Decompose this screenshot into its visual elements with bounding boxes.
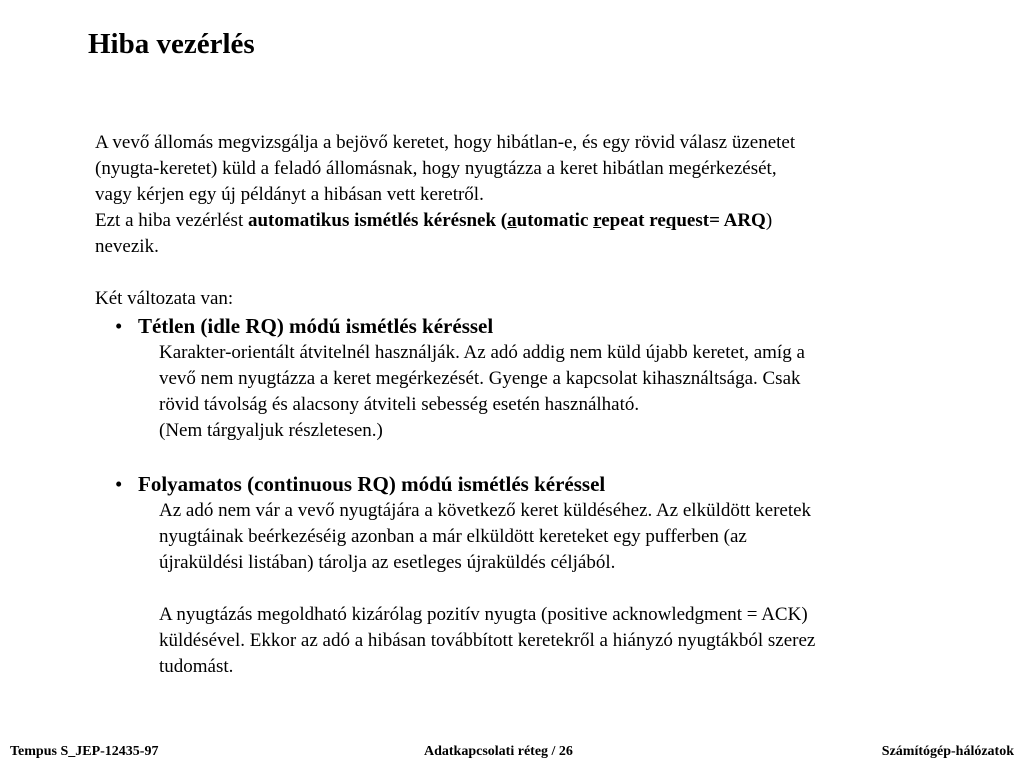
bullet-body-continuous-rq	[95, 498, 959, 680]
arq-suffix: )	[765, 210, 773, 231]
arq-definition	[95, 208, 975, 234]
ack-line: tudomást.	[159, 656, 234, 677]
bullet-dot: •	[115, 472, 123, 496]
arq-letter-a: a	[507, 210, 517, 231]
spacer	[95, 260, 975, 286]
bullet-heading-text: Tétlen (idle RQ) módú ismétlés kéréssel	[138, 314, 494, 338]
intro-line-3: vagy kérjen egy új példányt a hibásan vett keretről.	[95, 184, 484, 205]
spacer	[159, 576, 959, 602]
bullet-body-idle-rq	[95, 340, 959, 444]
ack-line: küldésével. Ekkor az adó a hibásan továbbított keretekről a hiányzó nyugtákból szerez	[159, 630, 816, 651]
arq-letter-q: q	[665, 210, 677, 231]
ack-line: A nyugtázás megoldható kizárólag pozitív nyugta (positive acknowledgment = ACK)	[159, 604, 808, 625]
arq-term-part: automatikus ismétlés kérésnek (	[247, 210, 508, 231]
arq-letter-r: r	[593, 210, 602, 231]
idle-rq-line: vevő nem nyugtázza a keret megérkezését. Gyenge a kapcsolat kihasználtsága. Csak	[159, 368, 801, 389]
continuous-rq-line: nyugtáinak beérkezéséig azonban a már elküldött kereteket egy pufferben (az	[159, 526, 747, 547]
continuous-rq-line: Az adó nem vár a vevő nyugtájára a következő keret küldéséhez. Az elküldött keretek	[159, 500, 812, 521]
continuous-rq-line: újraküldési listában) tárolja az esetleges újraküldés céljából.	[159, 552, 616, 573]
footer-slide-number: Adatkapcsolati réteg / 26	[424, 744, 573, 759]
variants-intro: Két változata van:	[95, 288, 234, 309]
bullet-dot: •	[115, 314, 123, 338]
bullet-heading-continuous-rq	[95, 470, 975, 498]
page-title: Hiba vezérlés	[88, 28, 255, 60]
footer-course-title: Számítógép-hálózatok	[881, 744, 1014, 759]
arq-term-part: utomatic	[516, 210, 594, 231]
idle-rq-line: Karakter-orientált átvitelnél használják. Az adó addig nem küld újabb keretet, amíg a	[159, 342, 805, 363]
intro-line-2: (nyugta-keretet) küld a feladó állomásnak, hogy nyugtázza a keret hibátlan megérkezését,	[95, 158, 777, 179]
idle-rq-line: (Nem tárgyaljuk részletesen.)	[159, 420, 383, 441]
arq-prefix: Ezt a hiba vezérlést	[95, 210, 248, 231]
arq-term-part: epeat re	[601, 210, 666, 231]
bullet-heading-text: Folyamatos (continuous RQ) módú ismétlés kéréssel	[138, 472, 606, 496]
spacer	[95, 444, 975, 470]
idle-rq-line: rövid távolság és alacsony átviteli sebesség esetén használható.	[159, 394, 640, 415]
intro-line-1: A vevő állomás megvizsgálja a bejövő keretet, hogy hibátlan-e, és egy rövid válasz üzenetet	[95, 132, 796, 153]
arq-term-part: uest= ARQ	[676, 210, 766, 231]
footer-project-code: Tempus S_JEP-12435-97	[10, 744, 159, 759]
slide-body	[95, 130, 975, 680]
intro-line-5: nevezik.	[95, 236, 159, 257]
bullet-heading-idle-rq	[95, 312, 975, 340]
arq-term	[248, 210, 766, 231]
